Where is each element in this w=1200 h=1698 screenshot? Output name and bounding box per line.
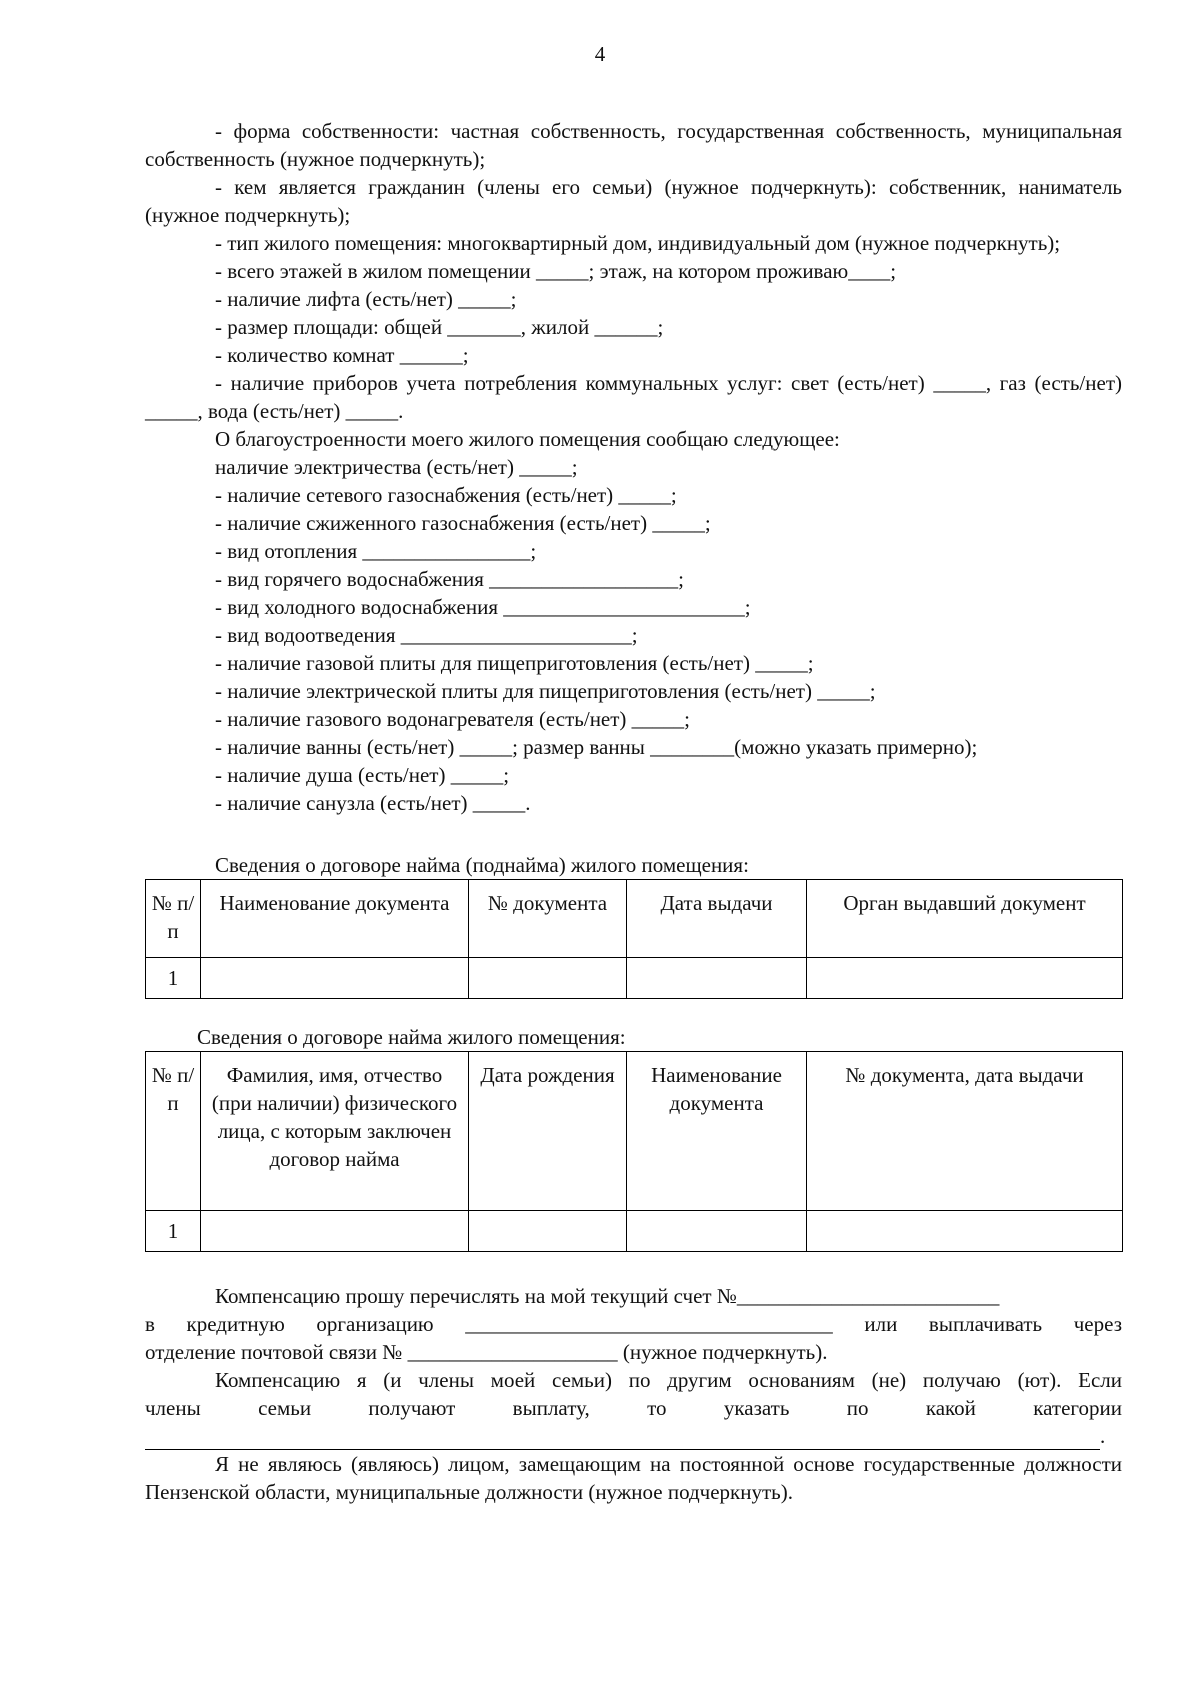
category-blank-line — [145, 1422, 1122, 1450]
table1-caption: Сведения о договоре найма (поднайма) жилого помещения: — [215, 853, 749, 877]
header-cell: № п/п — [146, 880, 201, 958]
table-row — [146, 1211, 1123, 1252]
form-lines — [145, 117, 1122, 817]
compensation-bank-line: в кредитную организацию ___________________________________ или выплачивать через — [145, 1312, 1122, 1336]
form-line: - наличие электрической плиты для пищеприготовления (есть/нет) _____; — [215, 679, 876, 703]
family-payment-line: члены семьи получают выплату, то указать по какой категории — [145, 1396, 1122, 1420]
category-end: . — [1100, 1424, 1106, 1448]
header-cell: Наименование документа — [201, 880, 469, 958]
form-line: - вид отопления ________________; — [215, 539, 537, 563]
form-line: - кем является гражданин (члены его семьи) (нужное подчеркнуть): собственник, наниматель (нужное подчеркнуть); — [145, 175, 1122, 227]
form-line: - количество комнат ______; — [215, 343, 469, 367]
table-cell[interactable] — [201, 1211, 469, 1252]
table-cell[interactable] — [807, 1211, 1123, 1252]
header-cell: Фамилия, имя, отчество (при наличии) физического лица, с которым заключен договор найма — [201, 1052, 469, 1211]
compensation-account-line: Компенсацию прошу перечислять на мой текущий счет №_________________________ — [215, 1284, 1000, 1308]
table-cell[interactable] — [469, 958, 627, 999]
form-line: - форма собственности: частная собственность, государственная собственность, муниципальная собственность (нужное подчеркнуть); — [145, 119, 1122, 171]
form-line: - наличие газового водонагревателя (есть/нет) _____; — [215, 707, 691, 731]
table-header-row — [146, 880, 1123, 958]
table-header-row — [146, 1052, 1123, 1211]
table-sublease-info — [145, 879, 1123, 999]
category-blank[interactable] — [145, 1427, 1100, 1450]
table-row — [146, 958, 1123, 999]
document-body — [145, 117, 1122, 1506]
table-cell[interactable] — [469, 1211, 627, 1252]
table-lease-info — [145, 1051, 1123, 1252]
compensation-post-line: отделение почтовой связи № ____________________ (нужное подчеркнуть). — [145, 1340, 828, 1364]
table2-caption: Сведения о договоре найма жилого помещения: — [197, 1025, 626, 1049]
form-line: - размер площади: общей _______, жилой ______; — [215, 315, 664, 339]
table-cell[interactable] — [627, 1211, 807, 1252]
form-line: - тип жилого помещения: многоквартирный дом, индивидуальный дом (нужное подчеркнуть); — [215, 231, 1061, 255]
table-cell[interactable] — [807, 958, 1123, 999]
form-line: - наличие ванны (есть/нет) _____; размер ванны ________(можно указать примерно); — [215, 735, 978, 759]
form-line: О благоустроенности моего жилого помещения сообщаю следующее: — [215, 427, 840, 451]
form-line: - наличие сетевого газоснабжения (есть/нет) _____; — [215, 483, 677, 507]
header-cell: № п/п — [146, 1052, 201, 1211]
header-cell: № документа — [469, 880, 627, 958]
header-cell: Орган выдавший документ — [807, 880, 1123, 958]
form-line: - наличие сжиженного газоснабжения (есть/нет) _____; — [215, 511, 711, 535]
form-line: наличие электричества (есть/нет) _____; — [215, 455, 578, 479]
page-number: 4 — [594, 42, 606, 66]
form-line: - наличие душа (есть/нет) _____; — [215, 763, 510, 787]
form-line: - всего этажей в жилом помещении _____; этаж, на котором проживаю____; — [215, 259, 897, 283]
form-line: - наличие лифта (есть/нет) _____; — [215, 287, 517, 311]
table-cell[interactable] — [627, 958, 807, 999]
form-line: - наличие приборов учета потребления коммунальных услуг: свет (есть/нет) _____, газ (есть/нет) _____, вода (есть/нет) _____. — [145, 371, 1122, 423]
form-line: - наличие газовой плиты для пищеприготовления (есть/нет) _____; — [215, 651, 814, 675]
header-cell: Дата выдачи — [627, 880, 807, 958]
form-line: - вид горячего водоснабжения __________________; — [215, 567, 684, 591]
declaration-paragraph: Я не являюсь (являюсь) лицом, замещающим на постоянной основе государственные должности Пензенской области, муниципальные должности (нужное подчеркнуть). — [145, 1452, 1122, 1504]
form-line: - наличие санузла (есть/нет) _____. — [215, 791, 531, 815]
header-cell: Дата рождения — [469, 1052, 627, 1211]
form-line: - вид холодного водоснабжения _______________________; — [215, 595, 751, 619]
row-number-cell: 1 — [146, 958, 201, 999]
other-compensation-line: Компенсацию я (и члены моей семьи) по другим основаниям (не) получаю (ют). Если — [215, 1368, 1122, 1392]
header-cell: Наименование документа — [627, 1052, 807, 1211]
table-cell[interactable] — [201, 958, 469, 999]
row-number-cell: 1 — [146, 1211, 201, 1252]
header-cell: № документа, дата выдачи — [807, 1052, 1123, 1211]
form-line: - вид водоотведения ______________________; — [215, 623, 638, 647]
